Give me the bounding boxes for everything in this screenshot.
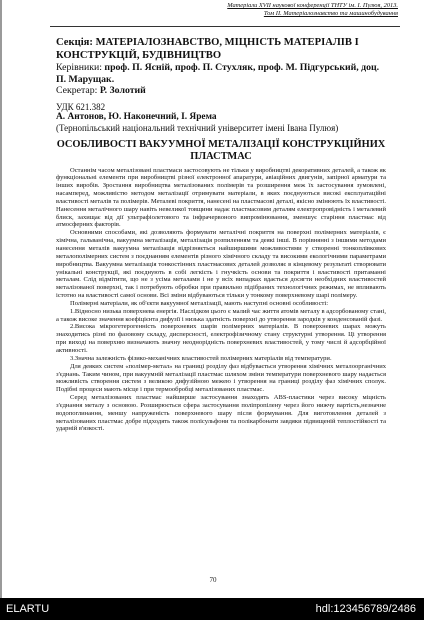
header-line-1: Матеріали XVII наукової конференції ТНТУ ім. І. Пулюя, 2013. (227, 2, 398, 9)
secretary-text: Р. Золотий (99, 85, 146, 96)
footer-handle-label: hdl:123456789/2486 (315, 603, 416, 615)
udk-code: УДК 621.382 (56, 101, 106, 112)
footer-repository-label: ELARTU (6, 603, 50, 615)
paragraph: Для деяких систем «полімер-метал» на границі розділу фаз відбувається утворення хімічних металоорганічних з'єднань. Таким чином, при вакуумній металізації пластмас шляхом зміни температури поверхневого шару надається можливість створення систем з великою дифузійною межею і утворення на границі розділу фаз хімічних сполук. Подібні процеси мають місце і при термообробці металізованих пластмас. (56, 362, 386, 394)
paragraph: Полімерні матеріали, як об'єкти вакуумної металізації, мають наступні основні особливості: (70, 299, 329, 307)
article-authors: А. Антонов, Ю. Наконечний, І. Ярема (56, 112, 217, 122)
page-edge (0, 0, 2, 598)
section-secretary (56, 85, 386, 97)
heads-text: проф. П. Ясній, проф. П. Стухляк, проф. М. Підгурський, доц. П. Марущак. (56, 62, 380, 85)
header-rule (50, 26, 400, 27)
paragraph: Основними способами, які дозволяють формувати металічні покриття на поверхні полімерних матеріалів, є хімічна, гальванічна, вакуумна металізація, металізація розпиленням та деякі інші. В порівнянні з іншими методами нанесення металів вакуумна металізація відрізняється найширшими можливостями у створенні тонкоплівкових металополімерних систем з поєднанням елементів різного хімічного складу та високими екологічними параметрами виробництва. Вакуумна металізація тонкостінних пластмасових деталей дозволяє в кінцевому результаті створювати унікальні конструкції, які поєднують в собі легкість і гнучкість основи та покриття і властивості притаманні металам. Слід відмітити, що не з усіма металами і не у всіх випадках вдається досягти необхідних властивостей металізованої поверхні, так і потребують обробки при правильно підібраних технологічних режимах, не впливають істотно на властивості самої основи. Всі зміни відбуваються тільки у тонкому поверхневому шарі полімеру. (56, 229, 386, 300)
section-heads (56, 62, 386, 85)
secretary-label: Секретар: (56, 85, 98, 96)
article-institution: (Тернопільський національний технічний університет імені Івана Пулюя) (56, 122, 339, 133)
running-header (227, 2, 398, 18)
section-title (56, 37, 386, 62)
paragraph: Останнім часом металізовані пластмаси застосовують не тільки у виробництві декоративних деталей, а також як функціональні елементи при виробництві різної електронної апаратури, авіаційних двигунів, запірної арматури та інших виробів. Зростання виробництва металізованих полімерів та розширення меж їх застосування зумовлені, насамперед, можливістю методом металізації отримувати матеріали, в яких поєднуються високі експлуатаційні властивості металів та полімерів. Металеві покриття, нанесені на пластмасові деталі, якісно змінюють їх властивості. Нанесення металічного шару навіть невеликої товщини надає пластмасовим деталям електропровідність і металевий блиск, захищає від дії ультрафіолетового та інфрачервоного випромінювання, зменшує старіння пластмас від атмосферних факторів. (56, 166, 386, 229)
article-title: ОСОБЛИВОСТІ ВАКУУМНОЇ МЕТАЛІЗАЦІЇ КОНСТРУКЦІЙНИХ ПЛАСТМАС (56, 139, 386, 162)
paragraph: 3.Значна залежність фізико-механічних властивостей полімерних матеріалів від температури. (70, 354, 332, 362)
header-line-2: Том II. Матеріалознавство та машинобудування (263, 10, 398, 17)
footer-bar (0, 598, 424, 620)
page-content (56, 37, 386, 433)
heads-label: Керівники: (56, 62, 102, 73)
paragraph: Серед металізованих пластмас найширше застосування знаходять АВS-пластики через високу міцність з'єднання металу з основою. Розширюється сфера застосування поліпропілену через його нижчу вартість,незначне водопоглинання, меншу напруженість поверхневого шару після формування. Для виготовлення деталей з металізованих пластмас добре підходять також полісульфони та полікарбонати завдяки підвищеній теплостійкості та ударній в'язкості. (56, 394, 386, 433)
section-title-text: МАТЕРІАЛОЗНАВСТВО, МІЦНІСТЬ МАТЕРІАЛІВ І КОНСТРУКЦІЙ, БУДІВНИЦТВО (56, 37, 359, 61)
paragraph: 1.Відносно низька поверхнева енергія. Наслідком цього є малий час життя атомів металу в адсорбованому стані, а також високе значення коефіцієнта дифузії і низька здатність поверхні до утворення зародків у конденсованій фазі. (56, 307, 386, 323)
paragraph: 2.Висока мікрогетерогенність поверхневих шарів полімерних матеріалів. В поверхневих шарах можуть знаходитись різні по фазовому складу, дисперсності, електрофізичному стану структурні утворення. Ці утворення при виході на поверхню визначають значну неоднорідність поверхневих властивостей, у тому числі й адсорбційної активності. (56, 323, 386, 354)
section-label: Секція: (56, 37, 93, 48)
page-number: 70 (209, 576, 217, 584)
page-frame (6, 0, 420, 596)
article-body (56, 167, 386, 434)
